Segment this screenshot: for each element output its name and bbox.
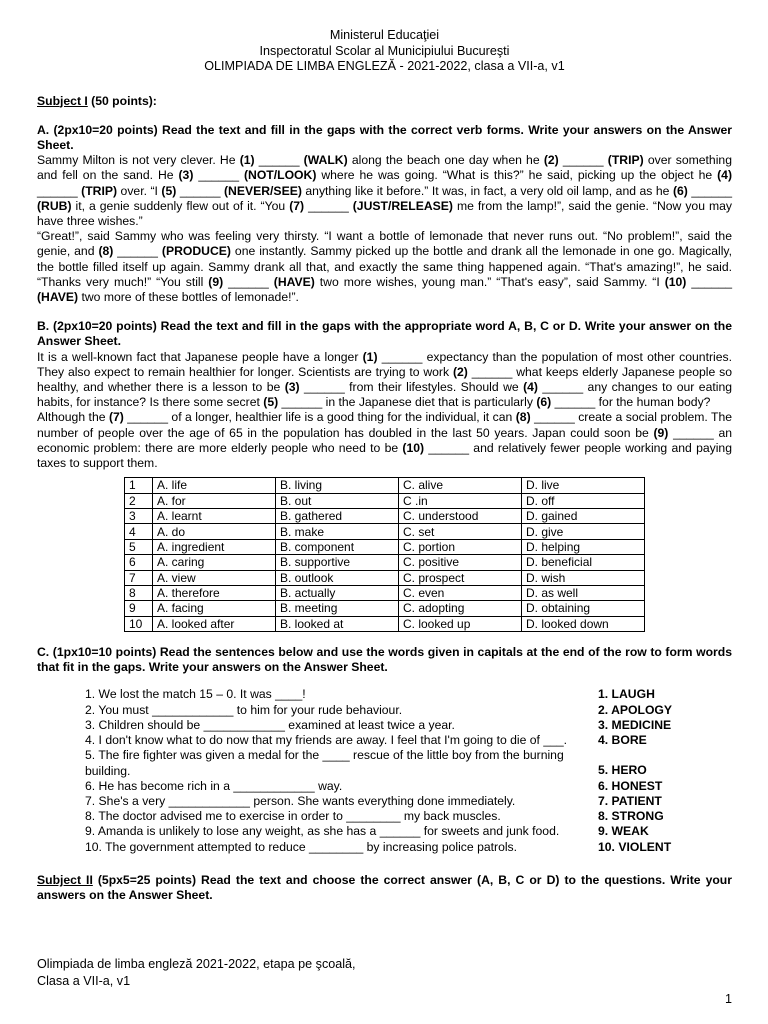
options-row-number: 1 xyxy=(125,478,153,493)
section-a-bold-segment: (NOT/LOOK) xyxy=(243,168,317,183)
section-a-text-segment: ______ xyxy=(558,153,608,168)
options-cell: A. learnt xyxy=(153,508,276,523)
section-c-instruction: C. (1px10=10 points) Read the sentences below and use the words given in capitals at the end of the row to form words that fit in the gaps. Write your answers on the Answer Sheet. xyxy=(37,645,732,675)
section-a-bold-segment: (NEVER/SEE) xyxy=(224,183,302,198)
options-cell: D. give xyxy=(522,524,645,539)
section-b-text-segment: ______ create a social problem. The number of people over the age of 65 in the population has doubled in the last 50 years. Japan could soon be xyxy=(37,410,733,440)
section-a-text-segment: it, a genie suddenly flew out of it. “You xyxy=(71,198,290,213)
section-a-bold-segment: (10) xyxy=(664,274,687,289)
section-a-text-segment: me from the lamp!”, said the genie. “Now you may have three wishes.” xyxy=(37,198,732,228)
section-a-bold-segment: (5) xyxy=(161,183,177,198)
section-b-text-segment: ______ in the Japanese diet that is particularly xyxy=(278,395,537,410)
section-c-item xyxy=(37,687,732,702)
section-c-keyword: 6. HONEST xyxy=(598,778,663,793)
section-c-sentence: 10. The government attempted to reduce ________ by increasing police patrols. xyxy=(85,839,518,854)
document-page xyxy=(37,28,732,903)
section-b-bold-segment: (2) xyxy=(452,364,468,379)
section-c-sentence: 3. Children should be ____________ examined at least twice a year. xyxy=(85,717,455,732)
options-table-row xyxy=(125,478,645,493)
section-b-text-segment: ______ an economic problem: there are more elderly people who need to be xyxy=(37,425,733,455)
section-c-keyword: 1. LAUGH xyxy=(598,687,655,702)
options-cell: C. alive xyxy=(399,478,522,493)
section-a-text-segment: anything like it before.” It was, in fact, a very old oil lamp, and as he xyxy=(301,183,673,198)
section-a-text-segment: two more wishes, young man.” “That's easy”, said Sammy. “I xyxy=(314,274,665,289)
section-c-item xyxy=(37,733,732,748)
section-c-sentence: 4. I don't know what to do now that my friends are away. I feel that I'm going to die of ___. xyxy=(85,733,568,748)
section-a-bold-segment: (3) xyxy=(178,168,194,183)
section-b-text-segment: ______ for the human body? xyxy=(551,395,711,410)
subject-1-points: (50 points): xyxy=(87,93,157,108)
options-row-number: 4 xyxy=(125,524,153,539)
section-b-bold-segment: (5) xyxy=(263,395,279,410)
options-cell: A. ingredient xyxy=(153,539,276,554)
section-c-sentence: 5. The fire fighter was given a medal for the ____ rescue of the little boy from the burning building. xyxy=(85,748,564,778)
options-cell: B. component xyxy=(276,539,399,554)
section-a-text-segment: ______ xyxy=(223,274,274,289)
section-a-text-segment: along the beach one day when he xyxy=(347,153,544,168)
section-a-text-segment: Sammy Milton is not very clever. He xyxy=(37,153,240,168)
options-cell: A. view xyxy=(153,570,276,585)
footer-line-1: Olimpiada de limba engleză 2021-2022, etapa pe şcoală, xyxy=(37,957,356,971)
options-table-row xyxy=(125,539,645,554)
section-c-item xyxy=(37,718,732,733)
document-header xyxy=(37,28,732,75)
section-c-keyword: 7. PATIENT xyxy=(598,793,662,808)
footer-line-2: Clasa a VII-a, v1 xyxy=(37,974,131,988)
subject-1-title xyxy=(37,94,732,109)
options-cell: D. obtaining xyxy=(522,601,645,616)
options-cell: C. positive xyxy=(399,555,522,570)
section-c-item xyxy=(37,794,732,809)
section-c-item xyxy=(37,703,732,718)
section-b-bold-segment: (3) xyxy=(284,379,300,394)
options-cell: C. prospect xyxy=(399,570,522,585)
options-cell: C. set xyxy=(399,524,522,539)
options-cell: A. life xyxy=(153,478,276,493)
options-cell: A. therefore xyxy=(153,585,276,600)
section-a-bold-segment: (HAVE) xyxy=(37,289,79,304)
header-inspectorate: Inspectoratul Scolar al Municipiului Bucureşti xyxy=(259,43,510,58)
section-b-bold-segment: (7) xyxy=(108,410,124,425)
options-table-row xyxy=(125,524,645,539)
options-row-number: 8 xyxy=(125,585,153,600)
options-cell: C. adopting xyxy=(399,601,522,616)
header-ministry: Ministerul Educaţiei xyxy=(329,28,440,42)
page-number: 1 xyxy=(725,992,733,1006)
section-c-sentence: 6. He has become rich in a ____________ way. xyxy=(85,778,343,793)
options-row-number: 5 xyxy=(125,539,153,554)
section-a-bold-segment: (PRODUCE) xyxy=(161,244,231,259)
options-cell: B. make xyxy=(276,524,399,539)
page-footer xyxy=(37,956,356,990)
section-a-bold-segment: (WALK) xyxy=(303,153,348,168)
section-b-bold-segment: (6) xyxy=(536,395,552,410)
section-c-item xyxy=(37,809,732,824)
section-b-bold-segment: (1) xyxy=(362,349,378,364)
options-cell: C. even xyxy=(399,585,522,600)
options-row-number: 10 xyxy=(125,616,153,631)
section-c-item xyxy=(37,748,732,778)
options-row-number: 3 xyxy=(125,508,153,523)
options-table-row xyxy=(125,570,645,585)
section-c-sentence: 7. She's a very ____________ person. She wants everything done immediately. xyxy=(85,793,516,808)
section-c-sentence: 1. We lost the match 15 – 0. It was ____! xyxy=(85,687,306,702)
options-cell: B. out xyxy=(276,493,399,508)
section-a-bold-segment: (TRIP) xyxy=(607,153,644,168)
options-cell: A. looked after xyxy=(153,616,276,631)
options-cell: B. gathered xyxy=(276,508,399,523)
options-cell: C .in xyxy=(399,493,522,508)
options-row-number: 7 xyxy=(125,570,153,585)
section-b-options-table xyxy=(124,477,645,632)
section-b-text-segment: ______ of a longer, healthier life is a good thing for the individual, it can xyxy=(123,410,516,425)
section-c-keyword: 10. VIOLENT xyxy=(598,839,672,854)
options-table-row xyxy=(125,555,645,570)
section-b-bold-segment: (8) xyxy=(515,410,531,425)
section-a-text-segment: two more of these bottles of lemonade!”. xyxy=(78,289,299,304)
section-b-instruction: B. (2px10=20 points) Read the text and fill in the gaps with the appropriate word A, B, C or D. Write your answer on the Answer Sheet. xyxy=(37,319,732,349)
section-b-text-segment: ______ and relatively fewer people working and paying taxes to support them. xyxy=(37,440,732,470)
options-cell: D. gained xyxy=(522,508,645,523)
subject-2-instruction xyxy=(37,873,732,903)
section-a-text-segment: over. “I xyxy=(117,183,162,198)
section-c-keyword: 3. MEDICINE xyxy=(598,717,672,732)
options-cell: B. supportive xyxy=(276,555,399,570)
section-c-sentence: 2. You must ____________ to him for your rude behaviour. xyxy=(85,702,403,717)
options-table-row xyxy=(125,493,645,508)
section-a-text-segment: over something and fell on the sand. He xyxy=(37,153,732,183)
section-a-bold-segment: (7) xyxy=(289,198,305,213)
options-cell: A. for xyxy=(153,493,276,508)
options-cell: D. helping xyxy=(522,539,645,554)
options-table-row xyxy=(125,585,645,600)
section-a-bold-segment: (JUST/RELEASE) xyxy=(352,198,453,213)
subject-2-text: (5px5=25 points) Read the text and choose the correct answer (A, B, C or D) to the questions. Write your answers on the Answer Sheet. xyxy=(37,872,732,902)
options-cell: B. meeting xyxy=(276,601,399,616)
options-cell: B. actually xyxy=(276,585,399,600)
section-b-text xyxy=(37,350,732,472)
options-cell: D. as well xyxy=(522,585,645,600)
options-table-row xyxy=(125,616,645,631)
options-cell: C. looked up xyxy=(399,616,522,631)
options-cell: B. looked at xyxy=(276,616,399,631)
section-a-bold-segment: (HAVE) xyxy=(273,274,315,289)
section-a-text-segment: ______ xyxy=(37,183,82,198)
section-a-bold-segment: (9) xyxy=(208,274,224,289)
section-b-bold-segment: (10) xyxy=(402,440,425,455)
section-c-sentence: 8. The doctor advised me to exercise in order to ________ my back muscles. xyxy=(85,809,501,824)
section-c-item xyxy=(37,840,732,855)
section-b-text-segment: It is a well-known fact that Japanese people have a longer xyxy=(37,349,363,364)
section-a-text xyxy=(37,153,732,305)
section-a-text-segment: ______ xyxy=(687,183,733,198)
section-c-item xyxy=(37,824,732,839)
section-a-instruction: A. (2px10=20 points) Read the text and fill in the gaps with the correct verb forms. Write your answers on the Answer Sheet. xyxy=(37,122,732,152)
options-cell: B. outlook xyxy=(276,570,399,585)
section-a-bold-segment: (2) xyxy=(543,153,559,168)
section-c-keyword: 8. STRONG xyxy=(598,809,664,824)
section-a-bold-segment: (1) xyxy=(239,153,255,168)
section-a-text-segment: “Great!”, said Sammy who was feeling very thirsty. “I want a bottle of lemonade that never runs out. “No problem!”, said the genie, and xyxy=(37,229,732,259)
section-b-text-segment: ______ expectancy than the population of most other countries. They also expect to remain healthier for longer. Scientists are trying to work xyxy=(37,349,732,379)
section-c-keyword: 9. WEAK xyxy=(598,824,649,839)
section-a-bold-segment: (4) xyxy=(717,168,733,183)
options-cell: D. live xyxy=(522,478,645,493)
section-c-item xyxy=(37,779,732,794)
options-cell: A. caring xyxy=(153,555,276,570)
section-b-text-segment: ______ any changes to our eating habits, for instance? Is there some secret xyxy=(37,379,733,410)
subject-1-label: Subject I xyxy=(37,93,88,108)
options-row-number: 9 xyxy=(125,601,153,616)
options-cell: B. living xyxy=(276,478,399,493)
section-c-list xyxy=(37,687,732,854)
section-a-text-segment: ______ xyxy=(304,198,353,213)
section-a-bold-segment: (8) xyxy=(98,244,114,259)
options-row-number: 2 xyxy=(125,493,153,508)
options-table-row xyxy=(125,601,645,616)
options-cell: C. portion xyxy=(399,539,522,554)
section-a-text-segment: ______ xyxy=(113,244,162,259)
section-a-text-segment: where he was going. “What is this?” he said, picking up the object he xyxy=(316,168,718,183)
section-a-bold-segment: (TRIP) xyxy=(81,183,118,198)
options-cell: D. off xyxy=(522,493,645,508)
section-b-bold-segment: (9) xyxy=(653,425,669,440)
options-cell: A. facing xyxy=(153,601,276,616)
options-cell: A. do xyxy=(153,524,276,539)
section-a-bold-segment: (6) xyxy=(672,183,688,198)
section-b-bold-segment: (4) xyxy=(523,379,538,394)
section-a-text-segment: ______ xyxy=(686,274,732,289)
section-a-text-segment: ______ xyxy=(176,183,224,198)
options-cell: D. looked down xyxy=(522,616,645,631)
section-c-sentence: 9. Amanda is unlikely to lose any weight, as she has a ______ for sweets and junk food. xyxy=(85,824,560,839)
section-b-text-segment: ______ what keeps elderly Japanese people so healthy, and whether there is a lesson to be xyxy=(37,364,732,394)
header-olympiad-title: OLIMPIADA DE LIMBA ENGLEZĂ - 2021-2022, clasa a VII-a, v1 xyxy=(204,59,565,73)
section-c-keyword: 5. HERO xyxy=(598,763,647,778)
options-cell: C. understood xyxy=(399,508,522,523)
options-table-row xyxy=(125,508,645,523)
section-b-text-segment: Although the xyxy=(37,410,109,425)
options-cell: D. wish xyxy=(522,570,645,585)
section-a-text-segment: ______ xyxy=(193,168,244,183)
subject-2-label: Subject II xyxy=(37,872,93,887)
section-b-text-segment: ______ from their lifestyles. Should we xyxy=(299,379,524,394)
section-a-bold-segment: (RUB) xyxy=(37,198,72,213)
section-a-text-segment: ______ xyxy=(254,153,304,168)
section-a-text-segment: one instantly. Sammy picked up the bottle and drank all the lemonade in one go. Magically, the bottle filled itself up again. Sammy drank all that, and exactly the same thing happened again. “That's amazing!”, he said. “Thanks very much!” “You still xyxy=(37,244,732,289)
options-cell: D. beneficial xyxy=(522,555,645,570)
section-c-keyword: 2. APOLOGY xyxy=(598,702,673,717)
section-c-keyword: 4. BORE xyxy=(598,733,647,748)
options-row-number: 6 xyxy=(125,555,153,570)
